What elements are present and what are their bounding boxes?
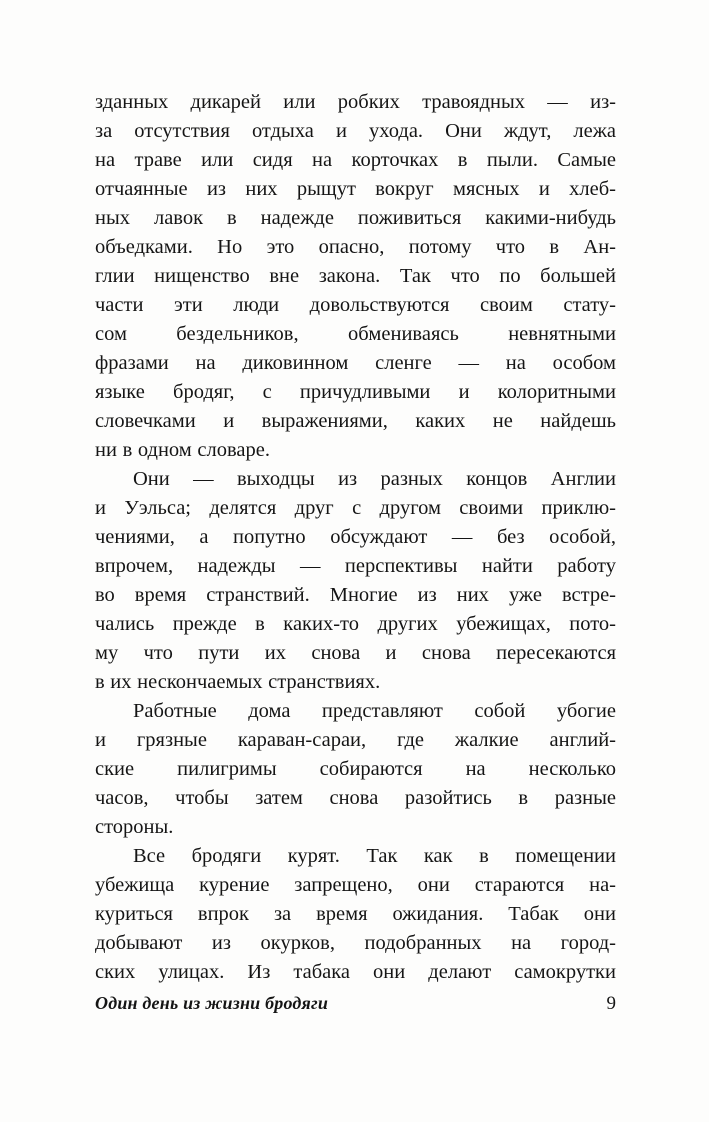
text-line: объедками. Но это опасно, потому что в Ан- xyxy=(95,236,616,258)
text-line: словечками и выражениями, каких не найдешь xyxy=(95,410,616,432)
paragraph xyxy=(95,842,616,987)
text-line: зданных дикарей или робких травоядных — из- xyxy=(95,91,616,113)
text-line: чались прежде в каких-то других убежищах, пото- xyxy=(95,613,616,635)
text-line: на траве или сидя на корточках в пыли. Самые xyxy=(95,149,616,171)
running-title: Один день из жизни бродяги xyxy=(95,993,329,1013)
text-line: Работные дома представляют собой убогие xyxy=(133,700,616,722)
paragraph xyxy=(95,697,616,842)
page-number: 9 xyxy=(606,993,616,1014)
text-line: ские пилигримы собираются на несколько xyxy=(95,758,616,780)
text-line: ни в одном словаре. xyxy=(95,439,270,461)
text-line: му что пути их снова и снова пересекаются xyxy=(95,642,616,664)
text-line: ных лавок в надежде поживиться какими-нибудь xyxy=(95,207,616,229)
text-line: части эти люди довольствуются своим стату- xyxy=(95,294,616,316)
text-line: и Уэльса; делятся друг с другом своими приклю- xyxy=(95,497,616,519)
paragraph xyxy=(95,465,616,697)
text-line: куриться впрок за время ожидания. Табак они xyxy=(95,903,616,925)
text-line: отчаянные из них рыщут вокруг мясных и хлеб- xyxy=(95,178,616,200)
text-line: стороны. xyxy=(95,816,174,838)
text-line: фразами на диковинном сленге — на особом xyxy=(95,352,616,374)
text-line: в их нескончаемых странствиях. xyxy=(95,671,381,693)
text-line: за отсутствия отдыха и ухода. Они ждут, лежа xyxy=(95,120,616,142)
text-line: сом бездельников, обмениваясь невнятными xyxy=(95,323,616,345)
text-line: Все бродяги курят. Так как в помещении xyxy=(133,845,616,867)
text-line: во время странствий. Многие из них уже встре- xyxy=(95,584,616,606)
text-line: впрочем, надежды — перспективы найти работу xyxy=(95,555,616,577)
body-text xyxy=(95,88,616,987)
paragraph xyxy=(95,88,616,465)
text-line: языке бродяг, с причудливыми и колоритными xyxy=(95,381,616,403)
text-line: ских улицах. Из табака они делают самокрутки xyxy=(95,961,616,983)
text-line: глии нищенство вне закона. Так что по большей xyxy=(95,265,616,287)
text-line: добывают из окурков, подобранных на город- xyxy=(95,932,616,954)
text-line: Они — выходцы из разных концов Англии xyxy=(133,468,616,490)
text-line: чениями, а попутно обсуждают — без особой, xyxy=(95,526,616,548)
text-line: часов, чтобы затем снова разойтись в разные xyxy=(95,787,616,809)
page-footer xyxy=(95,993,616,1015)
text-line: убежища курение запрещено, они стараются на- xyxy=(95,874,616,896)
text-line: и грязные караван-сараи, где жалкие англий- xyxy=(95,729,616,751)
